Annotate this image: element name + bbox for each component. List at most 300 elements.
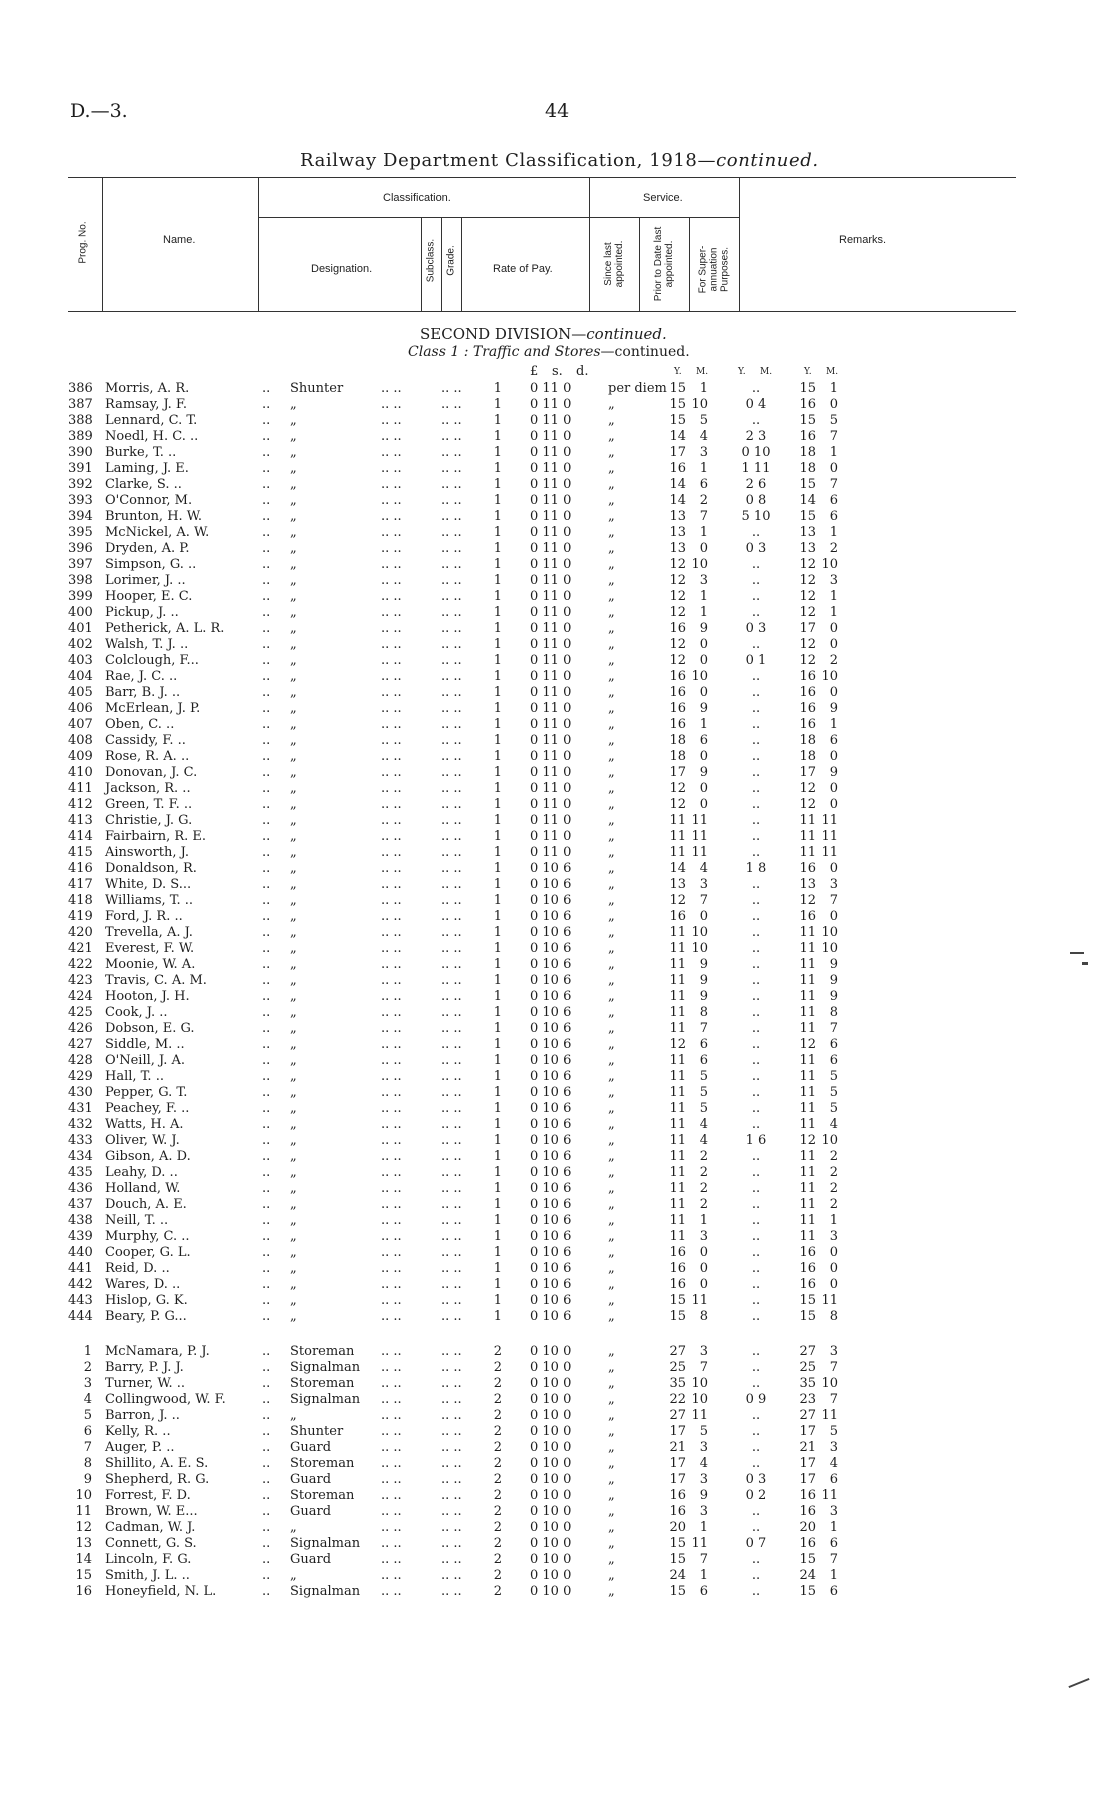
rate-of-pay: 0 10 6 [530,1117,572,1132]
designation: „ [290,957,297,972]
designation: Storeman [290,1456,355,1471]
super-years: 15 [799,381,816,396]
rate-of-pay: 0 11 0 [530,429,572,444]
grade: 1 [493,1117,502,1132]
years-unit: Y. [738,367,746,377]
table-row [68,797,1016,813]
since-years: 11 [669,1117,686,1132]
staff-name: O'Connor, M. [105,493,193,508]
leader-dots: .. .. [441,461,462,476]
super-months: 1 [829,1520,838,1535]
since-months: 0 [699,653,708,668]
table-row [68,1488,1016,1504]
table-row [68,1440,1016,1456]
prog-no: 433 [68,1133,93,1148]
years-unit: Y. [804,367,812,377]
grade: 1 [493,765,502,780]
leader-dots: .. .. [441,1213,462,1228]
super-years: 11 [799,1021,816,1036]
since-months: 0 [699,1245,708,1260]
grade: 1 [493,861,502,876]
prior-service: .. [751,733,761,748]
grade: 1 [493,1261,502,1276]
designation: „ [290,477,297,492]
staff-name: McNickel, A. W. [105,525,210,540]
super-months: 9 [829,957,838,972]
designation: „ [290,797,297,812]
leader-dots: .. [262,1424,271,1439]
rate-of-pay-header: Rate of Pay. [493,263,553,275]
since-years: 16 [669,701,686,716]
leader-dots: .. .. [441,1552,462,1567]
rate-of-pay: 0 10 0 [530,1376,572,1391]
since-months: 7 [699,893,708,908]
pay-period: „ [608,1552,615,1567]
super-months: 0 [829,621,838,636]
grade: 1 [493,877,502,892]
leader-dots: .. .. [381,429,402,444]
pay-period: „ [608,1440,615,1455]
since-months: 1 [699,1213,708,1228]
leader-dots: .. [262,909,271,924]
grade: 1 [493,1213,502,1228]
grade: 2 [493,1520,502,1535]
prog-no: 404 [68,669,93,684]
since-years: 17 [669,765,686,780]
grade: 1 [493,445,502,460]
prog-no: 410 [68,765,93,780]
leader-dots: .. .. [381,685,402,700]
staff-name: Smith, J. L. .. [105,1568,190,1583]
table-row [68,1213,1016,1229]
grade: 2 [493,1408,502,1423]
leader-dots: .. .. [381,941,402,956]
grade: 1 [493,397,502,412]
grade: 1 [493,717,502,732]
prior-service: .. [751,557,761,572]
leader-dots: .. .. [441,653,462,668]
leader-dots: .. .. [381,573,402,588]
super-months: 11 [821,845,838,860]
table-row [68,1181,1016,1197]
prior-service: .. [751,1117,761,1132]
leader-dots: .. .. [381,829,402,844]
table-row [68,1021,1016,1037]
since-months: 0 [699,1261,708,1276]
pay-period: „ [608,1261,615,1276]
leader-dots: .. [262,1069,271,1084]
grade: 1 [493,1165,502,1180]
since-years: 16 [669,717,686,732]
super-years: 25 [799,1360,816,1375]
leader-dots: .. .. [381,1392,402,1407]
prior-to-date-header: Prior to Date last appointed. [653,226,675,302]
super-years: 16 [799,1504,816,1519]
leader-dots: .. .. [381,589,402,604]
designation: „ [290,1005,297,1020]
since-months: 2 [699,1197,708,1212]
since-years: 11 [669,1021,686,1036]
since-last-appointed-header: Since last appointed. [603,240,625,288]
super-years: 18 [799,461,816,476]
table-row [68,1053,1016,1069]
leader-dots: .. .. [441,1520,462,1535]
leader-dots: .. .. [441,1472,462,1487]
staff-name: Brown, W. E... [105,1504,198,1519]
leader-dots: .. .. [441,1165,462,1180]
super-months: 1 [829,1213,838,1228]
super-months: 8 [829,1005,838,1020]
staff-name: Barry, P. J. J. [105,1360,184,1375]
since-years: 14 [669,861,686,876]
designation: „ [290,1213,297,1228]
table-row [68,733,1016,749]
table-row [68,1101,1016,1117]
super-years: 13 [799,541,816,556]
leader-dots: .. .. [381,1197,402,1212]
leader-dots: .. .. [381,637,402,652]
page-title-text: Railway Department Classification, 1918— [300,150,717,171]
prog-no: 14 [75,1552,92,1567]
staff-name: Honeyfield, N. L. [105,1584,217,1599]
super-years: 16 [799,909,816,924]
designation: „ [290,1520,297,1535]
staff-name: Cook, J. .. [105,1005,168,1020]
prog-no: 389 [68,429,93,444]
rate-of-pay: 0 10 6 [530,1101,572,1116]
since-years: 13 [669,877,686,892]
since-months: 4 [699,1456,708,1471]
prior-service: .. [751,845,761,860]
prior-service: .. [751,1504,761,1519]
col-divider [589,177,590,312]
since-years: 11 [669,1149,686,1164]
rate-of-pay: 0 10 0 [530,1472,572,1487]
super-years: 14 [799,493,816,508]
section-title [420,325,667,343]
designation: „ [290,925,297,940]
rate-of-pay: 0 10 6 [530,1021,572,1036]
since-months: 1 [699,461,708,476]
staff-name: Forrest, F. D. [105,1488,191,1503]
designation: „ [290,1085,297,1100]
leader-dots: .. [262,749,271,764]
leader-dots: .. [262,1440,271,1455]
leader-dots: .. .. [381,1376,402,1391]
rate-of-pay: 0 10 6 [530,925,572,940]
pay-period: „ [608,1584,615,1599]
leader-dots: .. .. [441,861,462,876]
prior-service: .. [751,1181,761,1196]
grade: 1 [493,477,502,492]
staff-name: Moonie, W. A. [105,957,196,972]
prog-no: 408 [68,733,93,748]
leader-dots: .. [262,493,271,508]
prog-no: 415 [68,845,93,860]
rate-of-pay: 0 10 6 [530,1293,572,1308]
leader-dots: .. .. [441,1568,462,1583]
rate-of-pay: 0 11 0 [530,573,572,588]
leader-dots: .. [262,381,271,396]
leader-dots: .. .. [441,845,462,860]
since-months: 5 [699,1085,708,1100]
page-number: 44 [545,100,570,122]
since-years: 12 [669,1037,686,1052]
leader-dots: .. .. [441,1309,462,1324]
designation: „ [290,893,297,908]
staff-name: Rae, J. C. .. [105,669,178,684]
leader-dots: .. .. [441,1536,462,1551]
table-row [68,909,1016,925]
grade: 1 [493,941,502,956]
super-months: 11 [821,1408,838,1423]
staff-name: Travis, C. A. M. [105,973,207,988]
leader-dots: .. .. [441,749,462,764]
leader-dots: .. .. [381,461,402,476]
prior-service: .. [751,1069,761,1084]
staff-name: Watts, H. A. [105,1117,184,1132]
rate-of-pay: 0 10 0 [530,1360,572,1375]
leader-dots: .. .. [441,1021,462,1036]
staff-name: Neill, T. .. [105,1213,169,1228]
table-row [68,1133,1016,1149]
grade: 1 [493,669,502,684]
staff-name: Cassidy, F. .. [105,733,186,748]
leader-dots: .. .. [381,557,402,572]
since-years: 16 [669,1488,686,1503]
leader-dots: .. .. [381,1309,402,1324]
prior-service: .. [751,1376,761,1391]
since-months: 11 [691,1293,708,1308]
leader-dots: .. [262,509,271,524]
prog-no: 417 [68,877,93,892]
since-years: 16 [669,1504,686,1519]
rate-of-pay: 0 11 0 [530,637,572,652]
rate-of-pay: 0 10 6 [530,1085,572,1100]
prior-service: .. [751,813,761,828]
pay-period: „ [608,429,615,444]
prior-service: .. [751,1424,761,1439]
staff-name: Hooton, J. H. [105,989,190,1004]
leader-dots: .. .. [441,669,462,684]
since-years: 11 [669,1101,686,1116]
prog-no: 436 [68,1181,93,1196]
prior-service: .. [751,1165,761,1180]
rate-of-pay: 0 11 0 [530,413,572,428]
super-years: 17 [799,1456,816,1471]
staff-name: Auger, P. .. [105,1440,175,1455]
since-years: 13 [669,509,686,524]
rate-of-pay: 0 11 0 [530,669,572,684]
rate-of-pay: 0 10 6 [530,941,572,956]
pay-period: „ [608,1101,615,1116]
pay-period: „ [608,973,615,988]
leader-dots: .. .. [441,813,462,828]
super-months: 3 [829,1440,838,1455]
leader-dots: .. .. [441,1440,462,1455]
grade: 1 [493,541,502,556]
since-years: 17 [669,1472,686,1487]
document-reference: D.—3. [70,100,128,122]
table-row [68,477,1016,493]
leader-dots: .. [262,1392,271,1407]
super-months: 10 [821,925,838,940]
grade: 1 [493,493,502,508]
super-years: 12 [799,797,816,812]
pence-unit: d. [576,364,589,379]
unit-header-row [68,364,1016,380]
table-row [68,717,1016,733]
since-months: 9 [699,957,708,972]
leader-dots: .. .. [441,1392,462,1407]
leader-dots: .. .. [441,957,462,972]
prog-no: 414 [68,829,93,844]
prior-service: .. [751,1037,761,1052]
grade: 2 [493,1584,502,1599]
leader-dots: .. .. [441,941,462,956]
super-years: 21 [799,1440,816,1455]
group-spacer [68,1325,1016,1344]
table-row [68,1085,1016,1101]
since-years: 24 [669,1568,686,1583]
staff-name: Gibson, A. D. [105,1149,191,1164]
grade: 1 [493,1021,502,1036]
leader-dots: .. .. [381,1360,402,1375]
super-years: 12 [799,573,816,588]
prior-service: 1 8 [745,861,767,876]
pay-period: „ [608,1424,615,1439]
leader-dots: .. [262,1133,271,1148]
leader-dots: .. [262,461,271,476]
super-months: 0 [829,749,838,764]
prior-service: .. [751,1085,761,1100]
prog-no: 407 [68,717,93,732]
prior-service: .. [751,1229,761,1244]
prog-no: 1 [83,1344,92,1359]
pay-period: „ [608,1472,615,1487]
designation: „ [290,1165,297,1180]
super-months: 8 [829,1309,838,1324]
super-years: 15 [799,509,816,524]
designation: „ [290,605,297,620]
super-years: 17 [799,1472,816,1487]
super-months: 7 [829,429,838,444]
table-row [68,669,1016,685]
designation: „ [290,1261,297,1276]
prior-service: .. [751,701,761,716]
super-months: 0 [829,1245,838,1260]
leader-dots: .. [262,813,271,828]
super-years: 11 [799,1101,816,1116]
leader-dots: .. .. [441,797,462,812]
designation: „ [290,1277,297,1292]
staff-name: Douch, A. E. [105,1197,187,1212]
super-months: 0 [829,909,838,924]
pay-period: „ [608,845,615,860]
grade: 1 [493,1069,502,1084]
leader-dots: .. .. [381,1085,402,1100]
super-months: 1 [829,605,838,620]
table-row [68,1069,1016,1085]
prior-service: .. [751,605,761,620]
prog-no: 425 [68,1005,93,1020]
prog-no: 444 [68,1309,93,1324]
rate-of-pay: 0 10 6 [530,1213,572,1228]
super-months: 11 [821,829,838,844]
table-row [68,525,1016,541]
staff-name: Connett, G. S. [105,1536,197,1551]
prior-service: 2 6 [745,477,767,492]
pay-period: „ [608,1360,615,1375]
grade: 1 [493,461,502,476]
table-row [68,1309,1016,1325]
prog-no-header: Prog. No. [77,221,89,264]
prior-service: .. [751,765,761,780]
pay-period: „ [608,1568,615,1583]
table-row [68,1037,1016,1053]
prog-no: 413 [68,813,93,828]
prog-no: 428 [68,1053,93,1068]
leader-dots: .. .. [381,1229,402,1244]
prior-service: .. [751,669,761,684]
rate-of-pay: 0 11 0 [530,541,572,556]
rate-of-pay: 0 10 6 [530,1037,572,1052]
leader-dots: .. .. [381,701,402,716]
designation: „ [290,1568,297,1583]
prior-service: .. [751,1456,761,1471]
staff-name: Donovan, J. C. [105,765,198,780]
super-months: 1 [829,445,838,460]
since-months: 3 [699,573,708,588]
super-months: 10 [821,557,838,572]
since-months: 3 [699,1229,708,1244]
table-row [68,893,1016,909]
since-months: 7 [699,1360,708,1375]
since-years: 12 [669,589,686,604]
super-years: 15 [799,1584,816,1599]
rate-of-pay: 0 10 0 [530,1504,572,1519]
super-months: 9 [829,973,838,988]
leader-dots: .. .. [441,973,462,988]
designation: „ [290,1101,297,1116]
super-years: 15 [799,477,816,492]
prior-service: .. [751,685,761,700]
designation: „ [290,877,297,892]
since-months: 9 [699,1488,708,1503]
prog-no: 437 [68,1197,93,1212]
table-row [68,1552,1016,1568]
leader-dots: .. .. [441,637,462,652]
rate-of-pay: 0 10 6 [530,1197,572,1212]
leader-dots: .. .. [381,445,402,460]
prior-service: .. [751,589,761,604]
table-row [68,749,1016,765]
table-row [68,1392,1016,1408]
pay-period: „ [608,1181,615,1196]
pay-period: „ [608,573,615,588]
super-years: 16 [799,1536,816,1551]
name-header: Name. [163,234,196,246]
classification-header: Classification. [383,192,451,204]
prior-service: 0 1 [745,653,767,668]
leader-dots: .. .. [381,957,402,972]
staff-name: Jackson, R. .. [105,781,191,796]
super-months: 2 [829,1149,838,1164]
super-months: 5 [829,1101,838,1116]
since-years: 16 [669,1277,686,1292]
leader-dots: .. [262,765,271,780]
leader-dots: .. .. [381,1181,402,1196]
